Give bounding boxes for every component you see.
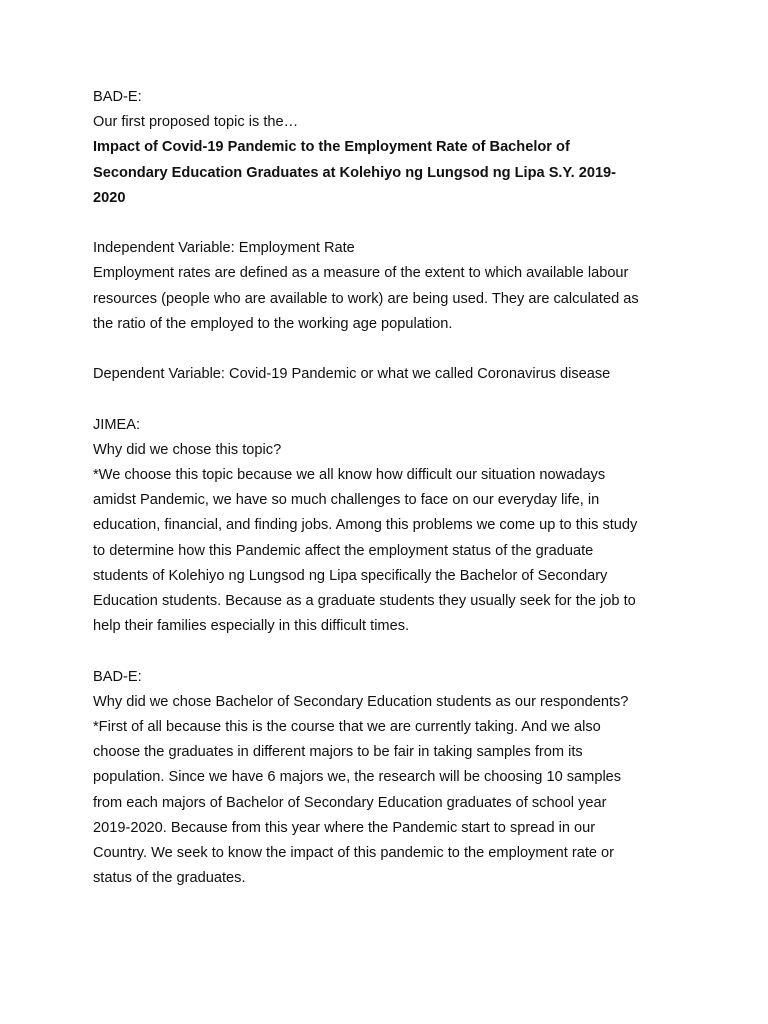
paragraph-line: Employment rates are defined as a measure of the extent to which available labour [93,265,629,282]
paragraph-line: population. Since we have 6 majors we, the research will be choosing 10 samples [93,769,622,786]
paragraph-line: *First of all because this is the course that we are currently taking. And we also [93,719,601,736]
speaker-label: BAD-E: [93,89,142,105]
answer-paragraph [93,463,693,639]
question-text: Why did we chose Bachelor of Secondary Education students as our respondents? [93,693,629,710]
independent-variable-text: Independent Variable: Employment Rate [93,240,355,257]
paragraph-line: amidst Pandemic, we have so much challenges to face on our everyday life, in [93,492,600,509]
paragraph-line: to determine how this Pandemic affect the employment status of the graduate [93,542,594,559]
title-line: Impact of Covid-19 Pandemic to the Employment Rate of Bachelor of [93,139,570,156]
paragraph-line: Country. We seek to know the impact of this pandemic to the employment rate or [93,845,615,862]
paragraph-gap [93,337,693,362]
paragraph-line: *We choose this topic because we all know how difficult our situation nowadays [93,467,606,483]
answer-paragraph [93,715,693,891]
paragraph-gap [93,387,693,412]
title-line: Secondary Education Graduates at Kolehiyo ng Lungsod ng Lipa S.Y. 2019- [93,164,617,181]
paragraph-line: resources (people who are available to work) are being used. They are calculated as [93,290,639,307]
speaker-label: BAD-E: [93,668,142,685]
intro-text: Our first proposed topic is the… [93,114,299,131]
paragraph-line: 2019-2020. Because from this year where the Pandemic start to spread in our [93,819,596,836]
dependent-variable-text: Dependent Variable: Covid-19 Pandemic or what we called Coronavirus disease [93,366,611,383]
question-text: Why did we chose this topic? [93,441,282,458]
paragraph-line: the ratio of the employed to the working age population. [93,315,453,332]
paragraph-line: choose the graduates in different majors to be fair in taking samples from its [93,744,583,761]
paragraph-gap [93,639,693,664]
document-page [93,85,693,891]
speaker-label: JIMEA: [93,416,141,433]
proposed-topic-title [93,135,693,211]
paragraph-line: from each majors of Bachelor of Secondary Education graduates of school year [93,794,607,811]
paragraph-gap [93,211,693,236]
paragraph-line: students of Kolehiyo ng Lungsod ng Lipa specifically the Bachelor of Secondary [93,567,608,584]
paragraph-line: status of the graduates. [93,870,246,887]
paragraph-line: Education students. Because as a graduate students they usually seek for the job to [93,593,636,610]
paragraph-line: education, financial, and finding jobs. Among this problems we come up to this study [93,517,638,534]
title-line: 2020 [93,189,126,206]
definition-paragraph [93,261,693,337]
paragraph-line: help their families especially in this difficult times. [93,618,410,635]
